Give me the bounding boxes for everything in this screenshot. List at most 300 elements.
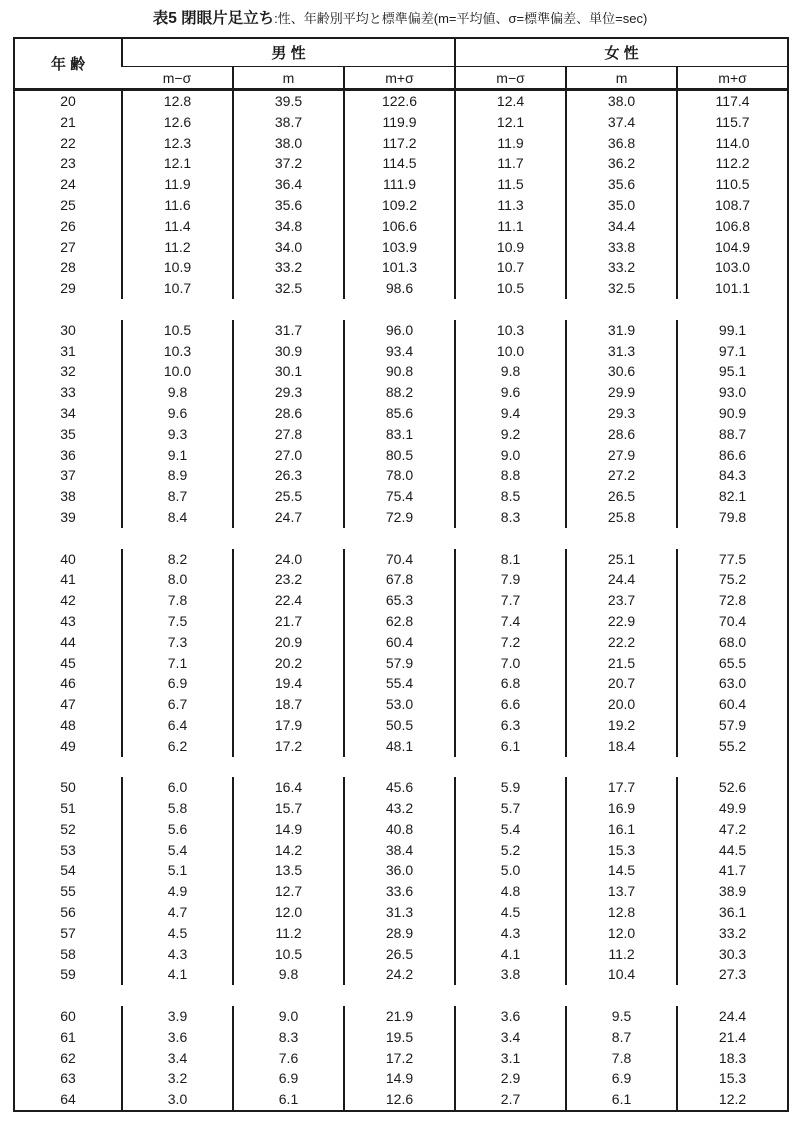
table-row (14, 590, 788, 611)
table-row (14, 278, 788, 299)
age-cell: 37 (60, 467, 76, 484)
value-cell: 8.2 (122, 549, 233, 570)
value-cell: 110.5 (677, 174, 788, 195)
table-row (14, 923, 788, 944)
value-cell: 29.3 (566, 403, 677, 424)
table-row (14, 569, 788, 590)
value-cell: 106.6 (344, 216, 455, 237)
value-cell: 12.8 (566, 902, 677, 923)
statistics-table (13, 37, 789, 1112)
value-cell: 41.7 (677, 860, 788, 881)
table-row (14, 1089, 788, 1111)
value-cell: 33.2 (677, 923, 788, 944)
value-cell: 22.2 (566, 632, 677, 653)
value-cell: 10.7 (455, 257, 566, 278)
value-cell: 68.0 (677, 632, 788, 653)
value-cell: 38.0 (566, 90, 677, 112)
header-sub-row (14, 67, 788, 90)
value-cell: 12.8 (122, 90, 233, 112)
value-cell: 10.7 (122, 278, 233, 299)
value-cell: 8.3 (233, 1027, 344, 1048)
value-cell: 104.9 (677, 237, 788, 258)
value-cell: 6.7 (122, 694, 233, 715)
value-cell: 20.0 (566, 694, 677, 715)
table-row (14, 1006, 788, 1027)
value-cell: 9.6 (122, 403, 233, 424)
value-cell: 65.5 (677, 653, 788, 674)
table-row (14, 133, 788, 154)
value-cell: 3.6 (455, 1006, 566, 1027)
age-cell: 23 (60, 155, 76, 172)
value-cell: 3.1 (455, 1048, 566, 1069)
header-male-m-plus-sigma: m+σ (344, 67, 455, 90)
value-cell: 4.1 (122, 964, 233, 985)
table-row (14, 216, 788, 237)
table-row (14, 860, 788, 881)
table-row (14, 736, 788, 757)
value-cell: 28.6 (566, 424, 677, 445)
value-cell: 7.8 (122, 590, 233, 611)
value-cell: 14.9 (344, 1068, 455, 1089)
age-cell: 32 (60, 363, 76, 380)
value-cell: 90.8 (344, 361, 455, 382)
value-cell: 6.1 (233, 1089, 344, 1111)
value-cell: 83.1 (344, 424, 455, 445)
value-cell: 18.7 (233, 694, 344, 715)
value-cell: 12.7 (233, 881, 344, 902)
age-cell: 34 (60, 404, 76, 421)
value-cell: 78.0 (344, 465, 455, 486)
age-cell: 63 (60, 1070, 76, 1087)
table-row (14, 341, 788, 362)
table-row (14, 382, 788, 403)
value-cell: 6.8 (455, 673, 566, 694)
spacer-row (14, 528, 788, 549)
value-cell: 93.0 (677, 382, 788, 403)
value-cell: 24.0 (233, 549, 344, 570)
value-cell: 119.9 (344, 112, 455, 133)
age-cell: 47 (60, 696, 76, 713)
spacer-cell (14, 757, 788, 778)
value-cell: 11.4 (122, 216, 233, 237)
value-cell: 43.2 (344, 798, 455, 819)
value-cell: 10.3 (455, 320, 566, 341)
value-cell: 8.4 (122, 507, 233, 528)
value-cell: 6.9 (233, 1068, 344, 1089)
value-cell: 38.0 (233, 133, 344, 154)
value-cell: 7.7 (455, 590, 566, 611)
value-cell: 6.1 (566, 1089, 677, 1111)
age-cell: 51 (60, 800, 76, 817)
value-cell: 17.7 (566, 777, 677, 798)
value-cell: 108.7 (677, 195, 788, 216)
table-row (14, 153, 788, 174)
value-cell: 7.1 (122, 653, 233, 674)
header-female-group: 女 性 (455, 38, 788, 67)
value-cell: 36.4 (233, 174, 344, 195)
value-cell: 11.1 (455, 216, 566, 237)
value-cell: 65.3 (344, 590, 455, 611)
value-cell: 10.3 (122, 341, 233, 362)
value-cell: 3.8 (455, 964, 566, 985)
value-cell: 18.3 (677, 1048, 788, 1069)
table-row (14, 715, 788, 736)
spacer-cell (14, 299, 788, 320)
value-cell: 96.0 (344, 320, 455, 341)
value-cell: 33.2 (566, 257, 677, 278)
value-cell: 112.2 (677, 153, 788, 174)
value-cell: 11.9 (455, 133, 566, 154)
value-cell: 90.9 (677, 403, 788, 424)
spacer-cell (14, 528, 788, 549)
value-cell: 7.0 (455, 653, 566, 674)
value-cell: 31.3 (566, 341, 677, 362)
value-cell: 16.4 (233, 777, 344, 798)
value-cell: 111.9 (344, 174, 455, 195)
value-cell: 10.5 (455, 278, 566, 299)
value-cell: 63.0 (677, 673, 788, 694)
value-cell: 84.3 (677, 465, 788, 486)
spacer-row (14, 985, 788, 1006)
spacer-row (14, 299, 788, 320)
value-cell: 4.9 (122, 881, 233, 902)
value-cell: 93.4 (344, 341, 455, 362)
age-cell: 29 (60, 280, 76, 297)
value-cell: 38.9 (677, 881, 788, 902)
spacer-cell (14, 985, 788, 1006)
table-row (14, 445, 788, 466)
value-cell: 33.2 (233, 257, 344, 278)
age-cell: 27 (60, 238, 76, 255)
age-cell: 26 (60, 217, 76, 234)
value-cell: 14.5 (566, 860, 677, 881)
value-cell: 29.9 (566, 382, 677, 403)
value-cell: 15.3 (566, 840, 677, 861)
value-cell: 31.9 (566, 320, 677, 341)
table-row (14, 611, 788, 632)
value-cell: 10.0 (455, 341, 566, 362)
value-cell: 5.2 (455, 840, 566, 861)
value-cell: 2.9 (455, 1068, 566, 1089)
value-cell: 82.1 (677, 486, 788, 507)
value-cell: 25.1 (566, 549, 677, 570)
value-cell: 98.6 (344, 278, 455, 299)
value-cell: 86.6 (677, 445, 788, 466)
age-cell: 24 (60, 176, 76, 193)
value-cell: 33.6 (344, 881, 455, 902)
table-row (14, 361, 788, 382)
value-cell: 36.0 (344, 860, 455, 881)
value-cell: 4.1 (455, 944, 566, 965)
value-cell: 12.1 (455, 112, 566, 133)
value-cell: 53.0 (344, 694, 455, 715)
value-cell: 10.9 (122, 257, 233, 278)
value-cell: 115.7 (677, 112, 788, 133)
header-male-m-minus-sigma: m−σ (162, 69, 192, 86)
value-cell: 9.8 (233, 964, 344, 985)
value-cell: 11.5 (455, 174, 566, 195)
age-cell: 60 (60, 1008, 76, 1025)
value-cell: 20.9 (233, 632, 344, 653)
age-cell: 56 (60, 904, 76, 921)
value-cell: 11.9 (122, 174, 233, 195)
value-cell: 27.8 (233, 424, 344, 445)
value-cell: 49.9 (677, 798, 788, 819)
age-cell: 52 (60, 820, 76, 837)
header-female-m: m (566, 67, 677, 90)
value-cell: 36.8 (566, 133, 677, 154)
table-row (14, 819, 788, 840)
value-cell: 72.9 (344, 507, 455, 528)
value-cell: 15.7 (233, 798, 344, 819)
value-cell: 114.5 (344, 153, 455, 174)
table-row (14, 465, 788, 486)
value-cell: 11.7 (455, 153, 566, 174)
value-cell: 4.7 (122, 902, 233, 923)
value-cell: 34.8 (233, 216, 344, 237)
value-cell: 12.3 (122, 133, 233, 154)
value-cell: 8.3 (455, 507, 566, 528)
table-title-subtitle: :性、年齢別平均と標準偏差(m=平均値、σ=標準偏差、単位=sec) (274, 11, 648, 26)
value-cell: 19.5 (344, 1027, 455, 1048)
value-cell: 12.4 (455, 90, 566, 112)
value-cell: 4.5 (122, 923, 233, 944)
table-row (14, 1068, 788, 1089)
age-cell: 42 (60, 592, 76, 609)
value-cell: 57.9 (677, 715, 788, 736)
value-cell: 85.6 (344, 403, 455, 424)
value-cell: 3.0 (122, 1089, 233, 1111)
header-age: 年 齢 (50, 56, 86, 73)
value-cell: 38.4 (344, 840, 455, 861)
value-cell: 20.2 (233, 653, 344, 674)
table-row (14, 694, 788, 715)
value-cell: 101.3 (344, 257, 455, 278)
value-cell: 4.5 (455, 902, 566, 923)
age-cell: 59 (60, 966, 76, 983)
value-cell: 9.1 (122, 445, 233, 466)
age-cell: 54 (60, 862, 76, 879)
table-row (14, 424, 788, 445)
value-cell: 2.7 (455, 1089, 566, 1111)
table-row (14, 237, 788, 258)
header-male-group: 男 性 (122, 38, 455, 67)
value-cell: 5.1 (122, 860, 233, 881)
value-cell: 114.0 (677, 133, 788, 154)
value-cell: 8.0 (122, 569, 233, 590)
value-cell: 122.6 (344, 90, 455, 112)
value-cell: 12.1 (122, 153, 233, 174)
value-cell: 9.6 (455, 382, 566, 403)
table-title-main: 表5 閉眼片足立ち (152, 10, 275, 27)
age-cell: 45 (60, 654, 76, 671)
value-cell: 12.0 (566, 923, 677, 944)
value-cell: 109.2 (344, 195, 455, 216)
value-cell: 99.1 (677, 320, 788, 341)
table-row (14, 486, 788, 507)
age-cell: 22 (60, 134, 76, 151)
age-cell: 31 (60, 342, 76, 359)
age-cell: 41 (60, 571, 76, 588)
value-cell: 34.4 (566, 216, 677, 237)
value-cell: 9.2 (455, 424, 566, 445)
value-cell: 35.6 (566, 174, 677, 195)
value-cell: 13.5 (233, 860, 344, 881)
header-male-m: m (233, 67, 344, 90)
value-cell: 52.6 (677, 777, 788, 798)
value-cell: 7.6 (233, 1048, 344, 1069)
value-cell: 40.8 (344, 819, 455, 840)
table-row (14, 257, 788, 278)
value-cell: 6.0 (122, 777, 233, 798)
value-cell: 8.8 (455, 465, 566, 486)
value-cell: 70.4 (677, 611, 788, 632)
value-cell: 7.8 (566, 1048, 677, 1069)
value-cell: 5.9 (455, 777, 566, 798)
value-cell: 17.2 (344, 1048, 455, 1069)
value-cell: 11.2 (566, 944, 677, 965)
value-cell: 32.5 (233, 278, 344, 299)
value-cell: 77.5 (677, 549, 788, 570)
value-cell: 4.3 (455, 923, 566, 944)
value-cell: 37.2 (233, 153, 344, 174)
value-cell: 6.2 (122, 736, 233, 757)
value-cell: 11.6 (122, 195, 233, 216)
value-cell: 4.3 (122, 944, 233, 965)
value-cell: 24.4 (566, 569, 677, 590)
value-cell: 27.9 (566, 445, 677, 466)
header-group-row (14, 38, 788, 67)
value-cell: 32.5 (566, 278, 677, 299)
value-cell: 16.1 (566, 819, 677, 840)
value-cell: 12.2 (677, 1089, 788, 1111)
value-cell: 12.6 (122, 112, 233, 133)
table-row (14, 964, 788, 985)
value-cell: 44.5 (677, 840, 788, 861)
value-cell: 103.9 (344, 237, 455, 258)
value-cell: 23.2 (233, 569, 344, 590)
value-cell: 9.3 (122, 424, 233, 445)
table-row (14, 632, 788, 653)
value-cell: 21.5 (566, 653, 677, 674)
value-cell: 37.4 (566, 112, 677, 133)
value-cell: 30.9 (233, 341, 344, 362)
value-cell: 16.9 (566, 798, 677, 819)
age-cell: 44 (60, 633, 76, 650)
table-row (14, 1027, 788, 1048)
value-cell: 10.0 (122, 361, 233, 382)
value-cell: 7.5 (122, 611, 233, 632)
value-cell: 26.3 (233, 465, 344, 486)
age-cell: 38 (60, 488, 76, 505)
value-cell: 7.9 (455, 569, 566, 590)
table-row (14, 840, 788, 861)
value-cell: 5.4 (455, 819, 566, 840)
value-cell: 34.0 (233, 237, 344, 258)
value-cell: 9.8 (122, 382, 233, 403)
value-cell: 9.4 (455, 403, 566, 424)
age-cell: 30 (60, 321, 76, 338)
age-cell: 33 (60, 384, 76, 401)
age-cell: 35 (60, 425, 76, 442)
value-cell: 22.4 (233, 590, 344, 611)
value-cell: 48.1 (344, 736, 455, 757)
value-cell: 23.7 (566, 590, 677, 611)
value-cell: 7.4 (455, 611, 566, 632)
value-cell: 75.2 (677, 569, 788, 590)
table-row (14, 507, 788, 528)
table-row (14, 549, 788, 570)
age-cell: 25 (60, 196, 76, 213)
value-cell: 3.4 (455, 1027, 566, 1048)
value-cell: 25.8 (566, 507, 677, 528)
table-row (14, 653, 788, 674)
value-cell: 47.2 (677, 819, 788, 840)
value-cell: 88.2 (344, 382, 455, 403)
value-cell: 45.6 (344, 777, 455, 798)
value-cell: 31.3 (344, 902, 455, 923)
value-cell: 30.3 (677, 944, 788, 965)
value-cell: 6.4 (122, 715, 233, 736)
age-cell: 46 (60, 675, 76, 692)
table-row (14, 673, 788, 694)
value-cell: 39.5 (233, 90, 344, 112)
value-cell: 19.2 (566, 715, 677, 736)
value-cell: 9.0 (455, 445, 566, 466)
value-cell: 67.8 (344, 569, 455, 590)
age-cell: 43 (60, 612, 76, 629)
value-cell: 27.2 (566, 465, 677, 486)
value-cell: 28.9 (344, 923, 455, 944)
value-cell: 117.2 (344, 133, 455, 154)
value-cell: 36.1 (677, 902, 788, 923)
age-cell: 53 (60, 841, 76, 858)
table-row (14, 174, 788, 195)
table-body (14, 90, 788, 1112)
value-cell: 5.6 (122, 819, 233, 840)
value-cell: 21.7 (233, 611, 344, 632)
value-cell: 12.6 (344, 1089, 455, 1111)
value-cell: 33.8 (566, 237, 677, 258)
header-female-m-minus-sigma: m−σ (455, 67, 566, 90)
value-cell: 17.2 (233, 736, 344, 757)
value-cell: 97.1 (677, 341, 788, 362)
table-row (14, 90, 788, 112)
value-cell: 35.0 (566, 195, 677, 216)
value-cell: 18.4 (566, 736, 677, 757)
value-cell: 10.5 (122, 320, 233, 341)
value-cell: 17.9 (233, 715, 344, 736)
age-cell: 61 (60, 1028, 76, 1045)
value-cell: 5.4 (122, 840, 233, 861)
value-cell: 11.3 (455, 195, 566, 216)
age-cell: 20 (60, 93, 76, 109)
value-cell: 7.2 (455, 632, 566, 653)
age-cell: 57 (60, 924, 76, 941)
age-cell: 49 (60, 737, 76, 754)
value-cell: 13.7 (566, 881, 677, 902)
header-female-m-plus-sigma: m+σ (677, 67, 788, 90)
value-cell: 57.9 (344, 653, 455, 674)
value-cell: 10.4 (566, 964, 677, 985)
value-cell: 103.0 (677, 257, 788, 278)
value-cell: 95.1 (677, 361, 788, 382)
value-cell: 30.6 (566, 361, 677, 382)
value-cell: 6.9 (122, 673, 233, 694)
table-row (14, 881, 788, 902)
value-cell: 26.5 (566, 486, 677, 507)
value-cell: 30.1 (233, 361, 344, 382)
